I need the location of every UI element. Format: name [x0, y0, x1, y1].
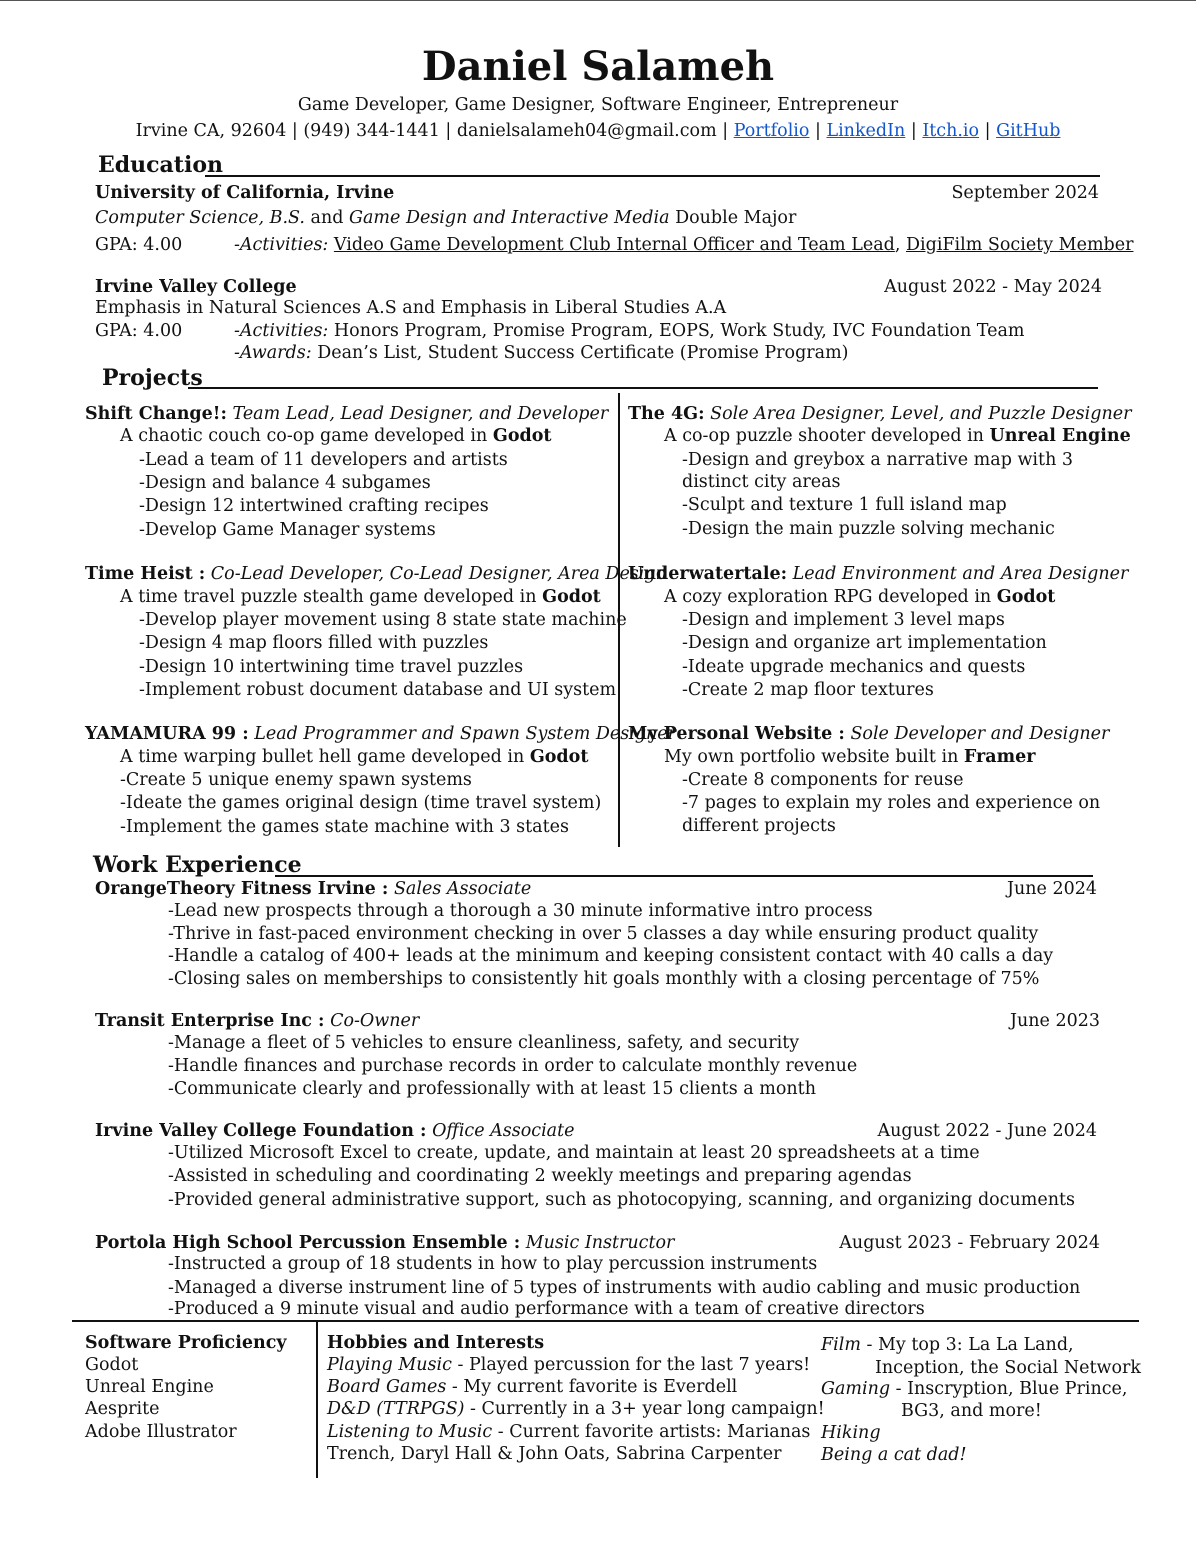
hobby-label: D&D (TTRPGS): [327, 1399, 465, 1419]
activities-text: Honors Program, Promise Program, EOPS, Work Study, IVC Foundation Team: [328, 321, 1025, 341]
linkedin-link[interactable]: LinkedIn: [826, 121, 906, 141]
separator: |: [809, 121, 827, 141]
tagline: Game Developer, Game Designer, Software Engineer, Entrepreneur: [297, 95, 899, 115]
separator: ,: [894, 235, 906, 255]
project-title: My Personal Website :: [628, 724, 845, 744]
job-company: Transit Enterprise Inc :: [95, 1011, 325, 1031]
hobby-label: Playing Music: [327, 1355, 452, 1375]
awards-text: Dean’s List, Student Success Certificate (Promise Program): [311, 343, 849, 363]
project-title: Time Heist :: [85, 564, 206, 584]
list-item: Inception, the Social Network: [875, 1358, 1142, 1378]
top-border: [0, 0, 1196, 1]
list-item: -Manage a fleet of 5 vehicles to ensure cleanliness, safety, and security: [168, 1033, 800, 1053]
skills-heading: Software Proficiency: [85, 1333, 287, 1353]
list-item: Aesprite: [85, 1399, 160, 1419]
list-item: -Implement robust document database and UI system: [139, 680, 617, 700]
project-engine: Godot: [542, 587, 601, 607]
degree-major-2: Game Design and Interactive Media: [349, 208, 670, 228]
separator: |: [905, 121, 923, 141]
job-date: June 2023: [1009, 1011, 1100, 1031]
section-rule: [205, 175, 1100, 177]
list-item: [327, 1354, 810, 1376]
project-title-line: [628, 563, 1128, 585]
job-title-line: [95, 1120, 575, 1142]
list-item: -Managed a diverse instrument line of 5 types of instruments with audio cabling and music production: [168, 1278, 1081, 1298]
degree-tail: Double Major: [669, 208, 797, 228]
project-role: Sole Developer and Designer: [844, 724, 1110, 744]
project-title-line: [628, 723, 1109, 745]
job-role: Co-Owner: [324, 1011, 420, 1031]
list-item: -Design and balance 4 subgames: [139, 473, 431, 493]
portfolio-link[interactable]: Portfolio: [733, 121, 810, 141]
job-title-line: [95, 1232, 674, 1254]
list-item: -Assisted in scheduling and coordinating 2 weekly meetings and preparing agendas: [168, 1166, 912, 1186]
school-date: September 2024: [951, 183, 1099, 203]
list-item: -Design 4 map floors filled with puzzles: [139, 633, 489, 653]
list-item: -Sculpt and texture 1 full island map: [682, 495, 1007, 515]
activities-line: [234, 234, 1133, 256]
project-engine: Godot: [529, 747, 589, 767]
project-engine: Framer: [963, 747, 1036, 767]
list-item: -7 pages to explain my roles and experience on: [682, 793, 1101, 813]
project-title-line: [85, 563, 667, 585]
job-company: Portola High School Percussion Ensemble :: [95, 1233, 521, 1253]
activities-line: [234, 320, 1025, 342]
school-date: August 2022 - May 2024: [884, 277, 1102, 297]
list-item: -Lead new prospects through a thorough a 30 minute informative intro process: [168, 901, 873, 921]
gpa: GPA: 4.00: [95, 321, 183, 341]
school-name: University of California, Irvine: [95, 183, 395, 203]
list-item: -Ideate the games original design (time travel system): [120, 793, 602, 813]
job-role: Music Instructor: [520, 1233, 675, 1253]
job-company: OrangeTheory Fitness Irvine :: [95, 879, 389, 899]
list-item: -Develop Game Manager systems: [139, 520, 436, 540]
list-item: distinct city areas: [682, 472, 841, 492]
itchio-link[interactable]: Itch.io: [922, 121, 980, 141]
list-item: [821, 1422, 881, 1444]
hobby-text: - Played percussion for the last 7 years!: [451, 1355, 811, 1375]
list-item: Trench, Daryl Hall & John Oats, Sabrina Carpenter: [327, 1444, 782, 1464]
list-item: -Design 10 intertwining time travel puzzles: [139, 657, 524, 677]
project-engine: Godot: [996, 587, 1056, 607]
list-item: -Closing sales on memberships to consistently hit goals monthly with a closing percentage of 75%: [168, 969, 1040, 989]
project-title: Underwatertale:: [628, 564, 788, 584]
degree-line: [95, 207, 796, 229]
list-item: -Provided general administrative support, such as photocopying, scanning, and organizing documents: [168, 1190, 1075, 1210]
hobby-label: Board Games: [327, 1377, 447, 1397]
project-engine: Godot: [492, 426, 552, 446]
project-title: YAMAMURA 99 :: [85, 724, 249, 744]
list-item: -Produced a 9 minute visual and audio performance with a team of creative directors: [168, 1299, 925, 1319]
hobby-label: Film: [821, 1335, 861, 1355]
project-role: Lead Environment and Area Designer: [787, 564, 1129, 584]
project-role: Co-Lead Developer, Co-Lead Designer, Area Design: [205, 564, 667, 584]
hobby-label: Being a cat dad!: [821, 1445, 967, 1465]
page-title: Daniel Salameh: [421, 43, 775, 90]
project-title-line: [85, 403, 608, 425]
list-item: -Create 2 map floor textures: [682, 680, 934, 700]
list-item: -Develop player movement using 8 state state machine: [139, 610, 627, 630]
project-description: [664, 586, 1055, 608]
job-title-line: [95, 1010, 419, 1032]
list-item: -Create 8 components for reuse: [682, 770, 964, 790]
list-item: -Design 12 intertwined crafting recipes: [139, 496, 489, 516]
project-description: [664, 746, 1035, 768]
list-item: -Design and organize art implementation: [682, 633, 1047, 653]
project-role: Sole Area Designer, Level, and Puzzle Designer: [704, 404, 1132, 424]
list-item: Godot: [85, 1355, 139, 1375]
project-title-line: [85, 723, 676, 745]
list-item: [327, 1421, 810, 1443]
list-item: -Lead a team of 11 developers and artists: [139, 450, 508, 470]
project-role: Lead Programmer and Spawn System Designer: [248, 724, 677, 744]
project-desc-text: A co-op puzzle shooter developed in: [664, 426, 990, 446]
job-date: June 2024: [1006, 879, 1097, 899]
hobby-label: Gaming: [821, 1379, 891, 1399]
project-description: [120, 425, 552, 447]
project-engine: Unreal Engine: [989, 426, 1131, 446]
project-title: Shift Change!:: [85, 404, 227, 424]
list-item: -Ideate upgrade mechanics and quests: [682, 657, 1026, 677]
project-title-line: [628, 403, 1131, 425]
awards-label: -Awards:: [234, 343, 312, 363]
list-item: [821, 1378, 1127, 1400]
list-item: -Handle finances and purchase records in order to calculate monthly revenue: [168, 1056, 858, 1076]
activity-link[interactable]: DigiFilm Society Member: [905, 235, 1134, 255]
list-item: -Communicate clearly and professionally with at least 15 clients a month: [168, 1079, 816, 1099]
section-heading-projects: Projects: [102, 365, 203, 391]
list-item: Unreal Engine: [85, 1377, 214, 1397]
degree-conj: and: [304, 208, 350, 228]
list-item: -Handle a catalog of 400+ leads at the minimum and keeping consistent contact with 40 calls a day: [168, 946, 1054, 966]
section-heading-work: Work Experience: [93, 852, 302, 878]
hobby-text: - My current favorite is Everdell: [446, 1377, 738, 1397]
section-rule: [188, 387, 1098, 389]
list-item: -Create 5 unique enemy spawn systems: [120, 770, 472, 790]
list-item: -Instructed a group of 18 students in how to play percussion instruments: [168, 1254, 818, 1274]
hobby-text: - Current favorite artists: Marianas: [492, 1422, 811, 1442]
separator: |: [979, 121, 997, 141]
job-role: Sales Associate: [388, 879, 532, 899]
project-desc-text: My own portfolio website built in: [664, 747, 964, 767]
job-title-line: [95, 878, 531, 900]
project-role: Team Lead, Lead Designer, and Developer: [226, 404, 609, 424]
degree-major-1: Computer Science, B.S.: [95, 208, 305, 228]
job-company: Irvine Valley College Foundation :: [95, 1121, 427, 1141]
project-desc-text: A time travel puzzle stealth game developed in: [120, 587, 543, 607]
activities-label: -Activities:: [234, 235, 329, 255]
hobby-text: - Currently in a 3+ year long campaign!: [464, 1399, 825, 1419]
list-item: -Thrive in fast-paced environment checking in over 5 classes a day while ensuring product quality: [168, 924, 1039, 944]
list-item: -Design the main puzzle solving mechanic: [682, 519, 1055, 539]
list-item: [821, 1444, 967, 1466]
hobby-text: - Inscryption, Blue Prince,: [890, 1379, 1128, 1399]
hobby-label: Hiking: [821, 1423, 881, 1443]
project-desc-text: A time warping bullet hell game developed in: [120, 747, 530, 767]
hobby-text: - My top 3: La La Land,: [860, 1335, 1074, 1355]
project-desc-text: A cozy exploration RPG developed in: [664, 587, 997, 607]
job-date: August 2022 - June 2024: [877, 1121, 1097, 1141]
list-item: Adobe Illustrator: [85, 1422, 237, 1442]
list-item: -Design and implement 3 level maps: [682, 610, 1005, 630]
awards-line: [234, 342, 849, 364]
list-item: -Design and greybox a narrative map with 3: [682, 450, 1074, 470]
project-desc-text: A chaotic couch co-op game developed in: [120, 426, 493, 446]
list-item: BG3, and more!: [901, 1401, 1042, 1421]
project-description: [664, 425, 1131, 447]
list-item: [327, 1398, 825, 1420]
list-item: [327, 1376, 737, 1398]
list-item: -Utilized Microsoft Excel to create, update, and maintain at least 20 spreadsheets at a time: [168, 1143, 980, 1163]
list-item: different projects: [682, 816, 836, 836]
emphasis-line: Emphasis in Natural Sciences A.S and Emphasis in Liberal Studies A.A: [95, 298, 727, 318]
list-item: [821, 1334, 1074, 1356]
project-description: [120, 586, 601, 608]
hobby-label: Listening to Music: [327, 1422, 493, 1442]
contact-line: [0, 120, 1196, 142]
job-role: Office Associate: [426, 1121, 575, 1141]
github-link[interactable]: GitHub: [996, 121, 1061, 141]
footer-divider: [316, 1322, 318, 1478]
list-item: -Implement the games state machine with 3 states: [120, 817, 569, 837]
contact-info: Irvine CA, 92604 | (949) 344-1441 | danielsalameh04@gmail.com |: [135, 121, 734, 141]
job-date: August 2023 - February 2024: [839, 1233, 1100, 1253]
school-name: Irvine Valley College: [95, 277, 297, 297]
activities-label: -Activities:: [234, 321, 329, 341]
footer-rule: [72, 1320, 1139, 1322]
project-title: The 4G:: [628, 404, 705, 424]
activity-link[interactable]: Video Game Development Club Internal Officer and Team Lead: [333, 235, 895, 255]
project-description: [120, 746, 588, 768]
section-rule: [275, 875, 1093, 877]
hobbies-heading: Hobbies and Interests: [327, 1333, 545, 1353]
gpa: GPA: 4.00: [95, 235, 183, 255]
section-heading-education: Education: [98, 152, 223, 178]
